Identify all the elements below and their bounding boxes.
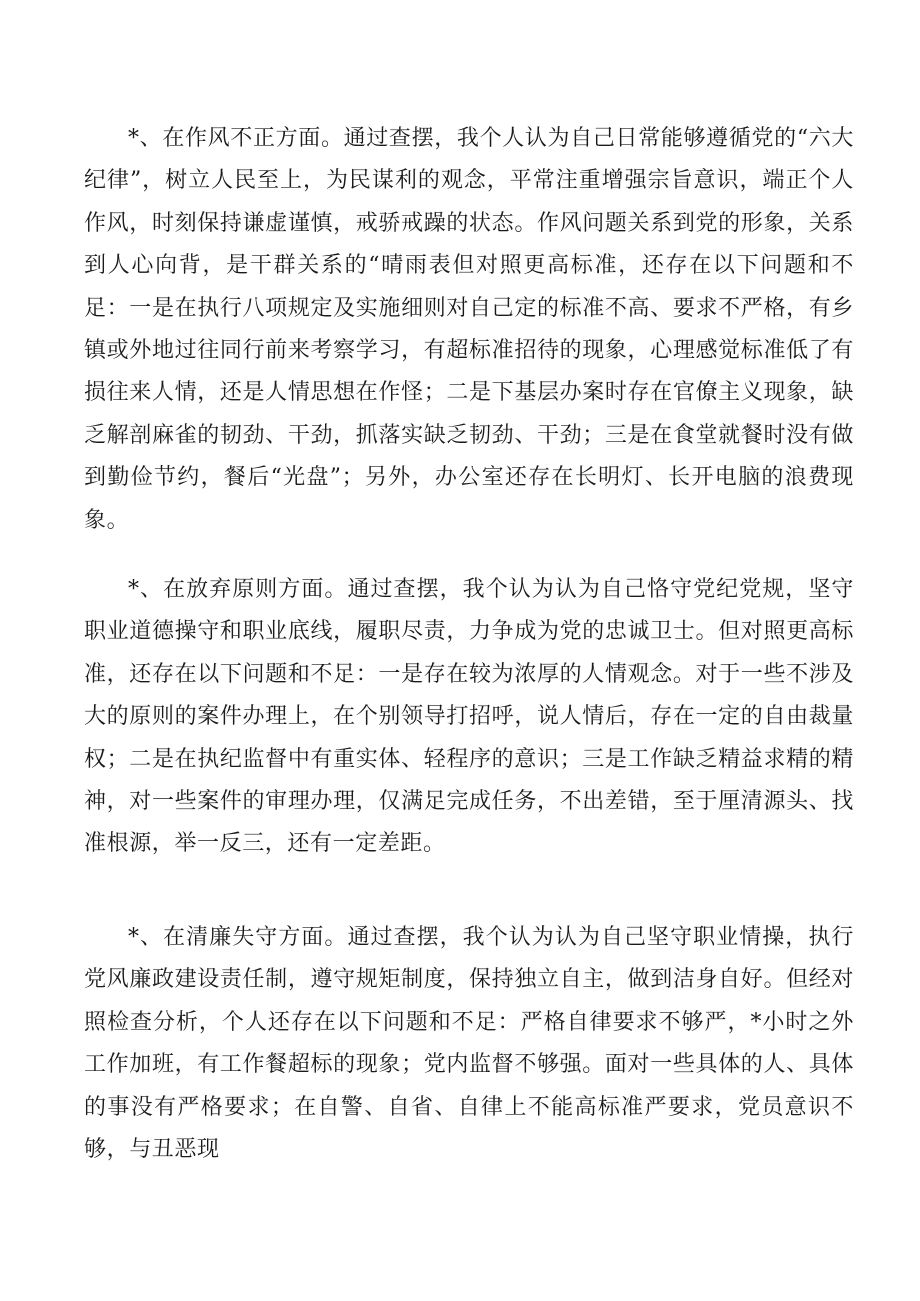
paragraph-work-style: *、在作风不正方面。通过查摆，我个人认为自己日常能够遵循党的“六大纪律”，树立人民至上，为民谋利的观念，平常注重增强宗旨意识，端正个人作风，时刻保持谦虚谨慎，戒骄戒躁的状态。作风问题关系到党的形象，关系到人心向背，是干群关系的“晴雨表但对照更高标准，还存在以下问题和不足：一是在执行八项规定及实施细则对自己定的标准不高、要求不严格，有乡镇或外地过往同行前来考察学习，有超标准招待的现象，心理感觉标准低了有损往来人情，还是人情思想在作怪；二是下基层办案时存在官僚主义现象，缺乏解剖麻雀的韧劲、干劲，抓落实缺乏韧劲、干劲；三是在食堂就餐时没有做到勤俭节约，餐后“光盘”；另外，办公室还存在长明灯、长开电脑的浪费现象。 bbox=[84, 126, 854, 533]
paragraph-principles: *、在放弃原则方面。通过查摆，我个认为认为自己恪守党纪党规，坚守职业道德操守和职业底线，履职尽责，力争成为党的忠诚卫士。但对照更高标准，还存在以下问题和不足：一是存在较为浓厚的人情观念。对于一些不涉及大的原则的案件办理上，在个别领导打招呼，说人情后，存在一定的自由裁量权；二是在执纪监督中有重实体、轻程序的意识；三是工作缺乏精益求精的精神，对一些案件的审理办理，仅满足完成任务，不出差错，至于厘清源头、找准根源，举一反三，还有一定差距。 bbox=[84, 577, 854, 857]
paragraph-integrity: *、在清廉失守方面。通过查摆，我个认为认为自己坚守职业情操，执行党风廉政建设责任制，遵守规矩制度，保持独立自主，做到洁身自好。但经对照检查分析，个人还存在以下问题和不足：严格自律要求不够严，*小时之外工作加班，有工作餐超标的现象；党内监督不够强。面对一些具体的人、具体的事没有严格要求；在自警、自省、自律上不能高标准严要求，党员意识不够，与丑恶现 bbox=[84, 925, 854, 1163]
